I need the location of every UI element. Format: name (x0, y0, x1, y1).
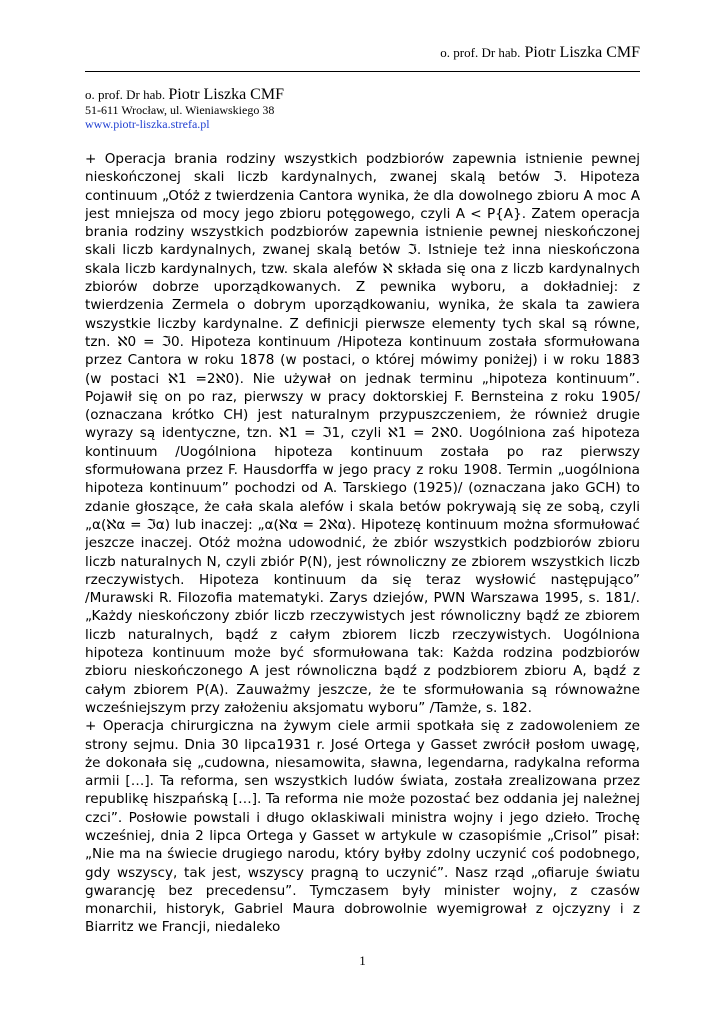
page-number: 1 (359, 953, 366, 968)
author-website-link[interactable]: www.piotr-liszka.strefa.pl (85, 117, 210, 132)
author-block (85, 86, 284, 132)
author-line (85, 86, 284, 104)
header-author-name: Piotr Liszka CMF (524, 44, 640, 61)
paragraph-continuum-hypothesis: + Operacja brania rodziny wszystkich podzbiorów zapewnia istnienie pewnej nieskończonej skali liczb kardynalnych, zwanej skalą betów ℑ. Hipoteza continuum „Otóż z twierdzenia Cantora wynika, że dla dowolnego zbioru A moc A jest mniejsza od mocy jego zbioru potęgowego, czyli A < P{A}. Zatem operacja brania rodziny wszystkich podzbiorów zapewnia istnienie pewnej nieskończonej skali liczb kardynalnych, zwanej skalą betów ℑ. Istnieje też inna nieskończona skala liczb kardynalnych, tzw. skala alefów ℵ składa się ona z liczb kardynalnych zbiorów dobrze uporządkowanych. Z pewnika wyboru, a dokładniej: z twierdzenia Zermela o dobrym uporządkowaniu, wynika, że skala ta zawiera wszystkie liczby kardynalne. Z definicji pierwsze elementy tych skal są równe, tzn. ℵ0 = ℑ0. Hipoteza kontinuum /Hipoteza kontinuum została sformułowana przez Cantora w roku 1878 (w postaci, o której mówimy poniżej) i w roku 1883 (w postaci ℵ1 =2ℵ0). Nie używał on jednak terminu „hipoteza kontinuum”. Pojawił się on po raz, pierwszy w pracy doktorskiej F. Bernsteina z roku 1905/ (oznaczana krótko CH) jest naturalnym przypuszczeniem, że również drugie wyrazy są identyczne, tzn. ℵ1 = ℑ1, czyli ℵ1 = 2ℵ0. Uogólniona zaś hipoteza kontinuum /Uogólniona hipoteza kontinuum została po raz pierwszy sformułowana przez F. Hausdorffa w jego pracy z roku 1908. Termin „uogólniona hipoteza kontinuum” pochodzi od A. Tarskiego (1925)/ (oznaczana jako GCH) to zdanie głoszące, że cała skala alefów i skala betów pokrywają się ze sobą, czyli „α(ℵα = ℑα) lub inaczej: „α(ℵα = 2ℵα). Hipotezę kontinuum można sformułować jeszcze inaczej. Otóż można udowodnić, że zbiór wszystkich podzbiorów zbioru liczb naturalnych N, czyli zbiór P(N), jest równoliczny ze zbiorem wszystkich liczb rzeczywistych. Hipoteza kontinuum da się teraz wysłowić następująco” /Murawski R. Filozofia matematyki. Zarys dziejów, PWN Warszawa 1995, s. 181/. „Każdy nieskończony zbiór liczb rzeczywistych jest równoliczny bądź ze zbiorem liczb naturalnych, bądź z całym zbiorem liczb rzeczywistych. Uogólniona hipoteza kontinuum może być sformułowana tak: Każda rodzina podzbiorów zbioru nieskończonego A jest równoliczna bądź z podzbiorem zbioru A, bądź z całym zbiorem P(A). Zauważmy jeszcze, że te sformułowania są równoważne wcześniejszym przy założeniu aksjomatu wyboru” /Tamże, s. 182. (85, 151, 640, 716)
header-prefix: o. prof. Dr hab. (440, 45, 521, 60)
body-text (85, 150, 640, 950)
paragraph-army-reform: + Operacja chirurgiczna na żywym ciele armii spotkała się z zadowoleniem ze strony sejmu. Dnia 30 lipca1931 r. José Ortega y Gasset zwrócił posłom uwagę, że dokonała się „cudowna, niesamowita, sławna, legendarna, radykalna reforma armii […]. Ta reforma, sen wszystkich ludów świata, została zrealizowana przez republikę hiszpańską […]. Ta reforma nie może pozostać bez oddania jej należnej czci”. Posłowie powstali i długo oklaskiwali ministra wojny i jego dzieło. Trochę wcześniej, dnia 2 lipca Ortega y Gasset w artykule w czasopiśmie „Crisol” pisał: „Nie ma na świecie drugiego narodu, który byłby zdolny uczynić coś podobnego, gdy wszyscy, tak jest, wszyscy pragną to uczynić”. Nasz rząd „ofiaruje światu gwarancję bez precedensu”. Tymczasem były minister wojny, z czasów monarchii, historyk, Gabriel Maura dobrowolnie wyemigrował z ojczyzny i z Biarritz we Francji, niedaleko (85, 718, 640, 936)
author-name: Piotr Liszka CMF (168, 86, 284, 103)
author-prefix: o. prof. Dr hab. (85, 87, 166, 102)
running-header (440, 44, 640, 62)
header-rule (85, 71, 640, 72)
author-address: 51-611 Wrocław, ul. Wieniawskiego 38 (85, 103, 275, 118)
